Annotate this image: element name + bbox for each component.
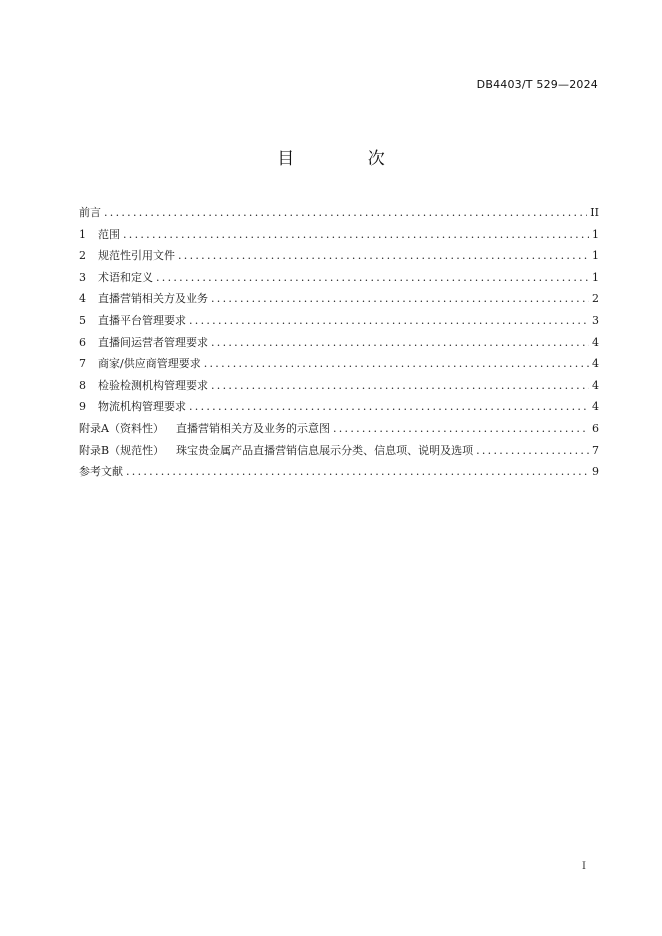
document-code: DB4403/T 529—2024 <box>476 78 598 91</box>
toc-leader-dots <box>204 357 589 370</box>
toc-entry-livestream-parties[interactable] <box>79 290 599 312</box>
toc-leader-dots <box>104 206 587 219</box>
toc-leader-dots <box>333 422 589 435</box>
toc-entry-label: 商家/供应商管理要求 <box>98 357 201 371</box>
toc-entry-page: 6 <box>592 421 599 435</box>
toc-entry-label: 直播间运营者管理要求 <box>98 335 208 349</box>
toc-leader-dots <box>211 379 589 392</box>
toc-leader-dots <box>123 228 589 241</box>
toc-leader-dots <box>126 465 589 478</box>
toc-entry-appendix-prefix: 附录A（资料性） <box>79 421 164 435</box>
toc-entry-label: 规范性引用文件 <box>98 249 175 263</box>
toc-entry-label: 珠宝贵金属产品直播营销信息展示分类、信息项、说明及选项 <box>176 443 474 457</box>
toc-entry-number: 6 <box>79 335 86 349</box>
toc-entry-testing-requirements[interactable] <box>79 377 599 399</box>
toc-leader-dots <box>189 400 589 413</box>
toc-entry-operator-requirements[interactable] <box>79 334 599 356</box>
toc-entry-page: 4 <box>592 400 599 414</box>
toc-entry-appendix-a[interactable] <box>79 420 599 442</box>
toc-entry-logistics-requirements[interactable] <box>79 398 599 420</box>
toc-entry-appendix-prefix: 附录B（规范性） <box>79 443 165 457</box>
toc-entry-label: 直播营销相关方及业务 <box>98 292 208 306</box>
toc-leader-dots <box>211 336 589 349</box>
toc-entry-page: 1 <box>592 270 599 284</box>
toc-entry-page: 7 <box>592 443 599 457</box>
toc-entry-foreword[interactable] <box>79 204 599 226</box>
toc-entry-merchant-requirements[interactable] <box>79 355 599 377</box>
toc-entry-label: 直播平台管理要求 <box>98 313 186 327</box>
toc-entry-label: 术语和定义 <box>98 270 153 284</box>
toc-entry-number: 5 <box>79 313 86 327</box>
toc-entry-page: 4 <box>592 357 599 371</box>
toc-entry-scope[interactable] <box>79 226 599 248</box>
toc-entry-page: 1 <box>592 227 599 241</box>
table-of-contents <box>79 204 599 485</box>
page-number: I <box>582 861 586 872</box>
toc-entry-label: 范围 <box>98 227 120 241</box>
toc-leader-dots <box>178 249 589 262</box>
toc-entry-page: 4 <box>592 335 599 349</box>
toc-entry-page: 4 <box>592 378 599 392</box>
toc-entry-label: 直播营销相关方及业务的示意图 <box>175 421 330 435</box>
toc-entry-page: 9 <box>592 465 599 479</box>
toc-entry-number: 1 <box>79 227 86 241</box>
toc-entry-number: 9 <box>79 400 86 414</box>
toc-entry-label: 检验检测机构管理要求 <box>98 378 208 392</box>
toc-entry-label: 物流机构管理要求 <box>98 400 186 414</box>
toc-leader-dots <box>156 271 589 284</box>
toc-entry-number: 4 <box>79 292 86 306</box>
toc-entry-normative-references[interactable] <box>79 247 599 269</box>
toc-entry-page: II <box>590 206 599 219</box>
toc-entry-number: 3 <box>79 270 86 284</box>
toc-entry-label: 前言 <box>79 206 101 219</box>
page-title: 目 次 <box>277 149 419 169</box>
toc-entry-number: 2 <box>79 249 86 263</box>
toc-leader-dots <box>211 292 589 305</box>
toc-entry-number: 8 <box>79 378 86 392</box>
toc-entry-page: 3 <box>592 313 599 327</box>
toc-entry-number: 7 <box>79 357 86 371</box>
toc-entry-bibliography[interactable] <box>79 463 599 485</box>
toc-entry-terms-definitions[interactable] <box>79 269 599 291</box>
toc-entry-appendix-b[interactable] <box>79 442 599 464</box>
toc-entry-page: 2 <box>592 292 599 306</box>
toc-entry-platform-requirements[interactable] <box>79 312 599 334</box>
toc-leader-dots <box>189 314 589 327</box>
toc-entry-label: 参考文献 <box>79 465 123 479</box>
toc-leader-dots <box>476 444 589 457</box>
toc-entry-page: 1 <box>592 249 599 263</box>
